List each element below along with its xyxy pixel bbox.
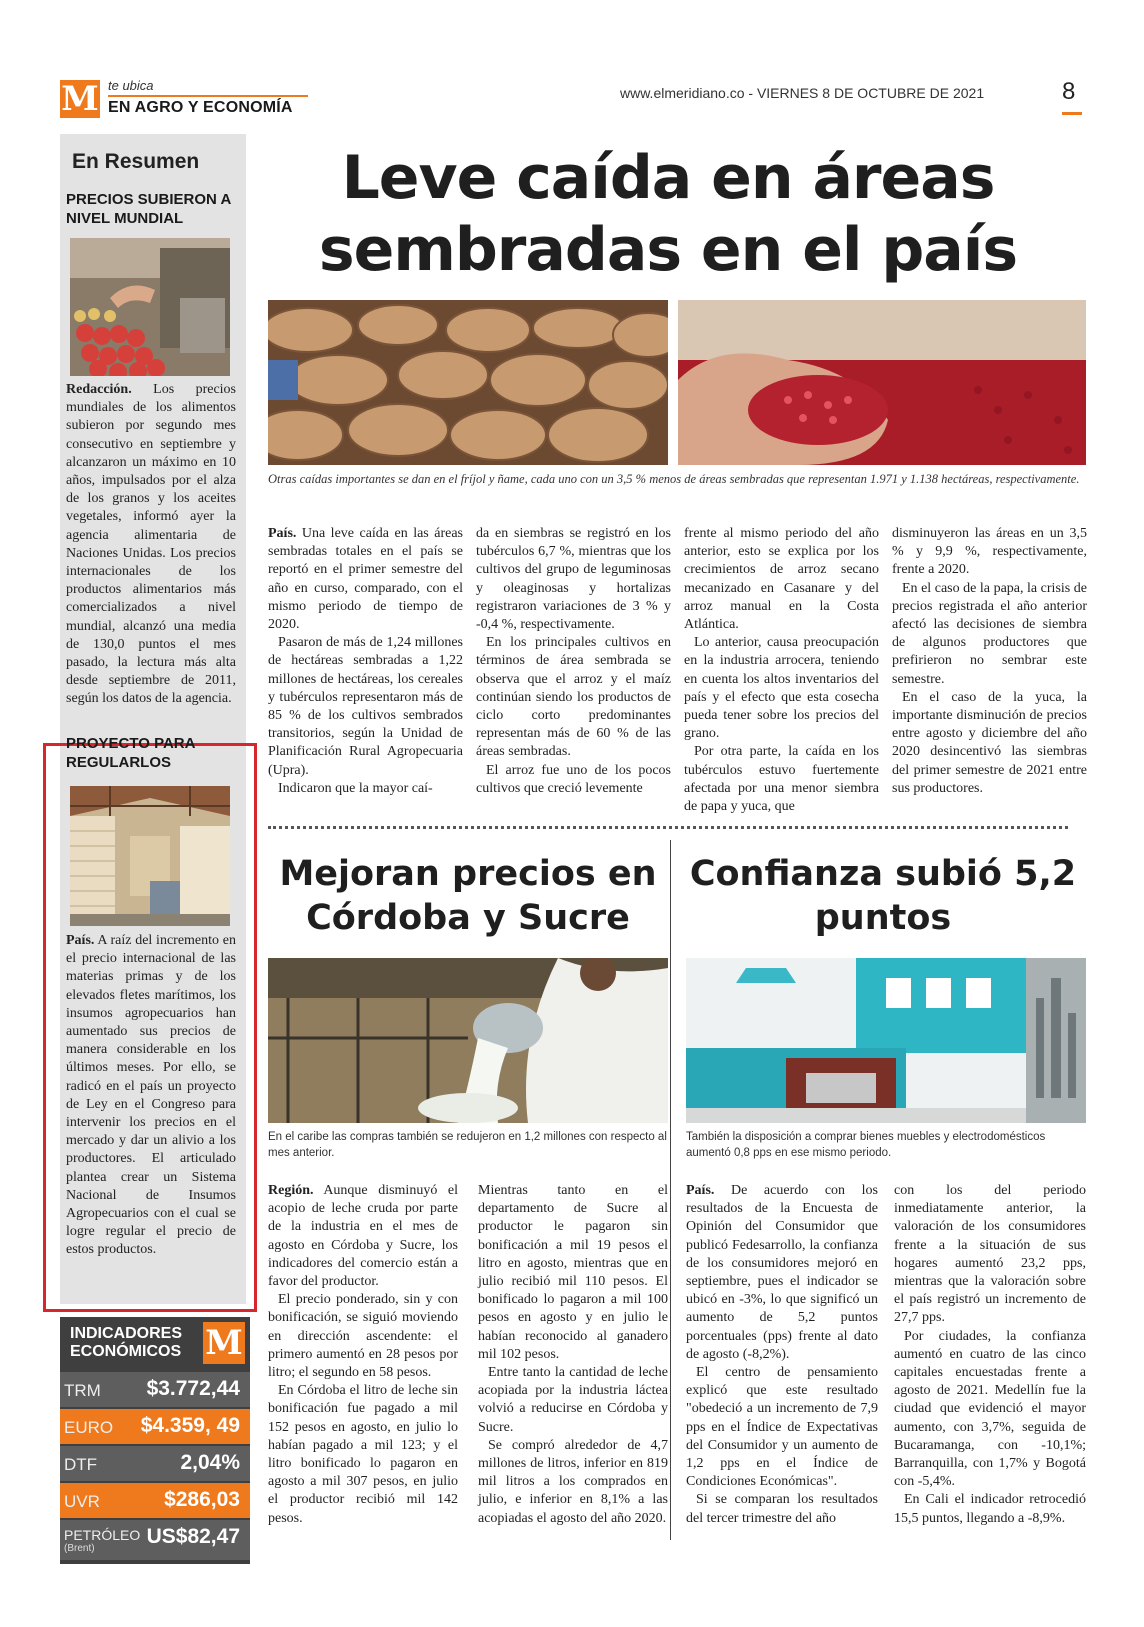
indicators-title-line2: ECONÓMICOS	[70, 1343, 182, 1360]
indicator-label: UVR	[64, 1492, 100, 1511]
a2-col1-p0-text: Aunque disminuyó el acopio de leche cruda por parte de la industria en el mes de agosto en Córdoba y Sucre, los indicadores del comercio están a favor del productor.	[268, 1183, 459, 1290]
indicator-value: 2,04%	[180, 1451, 240, 1474]
main-headline: Leve caída en áreas sembradas en el país	[318, 143, 1018, 285]
warehouse-photo	[70, 786, 230, 926]
a2-col2-p2: Se compró alrededor de 4,7 millones de litros, inferior en 819 mil litros a los comprados en julio, e inferior en 8,1% a las acopiadas el agosto del año 2020.	[478, 1437, 668, 1526]
summary-item1-headline: PRECIOS SUBIERON A NIVEL MUNDIAL	[66, 191, 231, 227]
main-article-col4	[892, 525, 1087, 798]
a2-col1-p1: El precio ponderado, sin y con bonificación, se siguió moviendo en dirección ascendente: el primero aumentó en 28 pesos por litro; el segundo en 58 pesos.	[268, 1292, 458, 1381]
indicator-label: PETRÓLEO	[64, 1527, 141, 1543]
market-produce-photo	[70, 238, 230, 376]
article3-lead: País.	[686, 1183, 715, 1198]
main-article-lead: País.	[268, 526, 297, 541]
indicators-logo: M	[203, 1322, 245, 1364]
a2-col2-p0: Mientras tanto en el departamento de Sucre al productor le pagaron sin bonificación a mil 19 pesos el litro en agosto, mientras que en julio recibió mil 110 pesos. El bonificado lo pagaron a mil 100 pesos en agosto y en julio le habían reconocido al ganadero mil 102 pesos.	[478, 1183, 668, 1362]
milk-photo	[268, 958, 668, 1123]
summary-item1-text	[66, 381, 236, 709]
page-number-underline	[1062, 112, 1082, 115]
a3-col1-p0	[686, 1182, 878, 1364]
main-col1-p2: Indicaron que la mayor caí-	[278, 780, 433, 796]
main-col1-p0	[268, 525, 463, 634]
red-beans-photo	[678, 300, 1086, 465]
a3-col1-p2: Si se comparan los resultados del tercer trimestre del año	[686, 1492, 878, 1526]
main-col3-p0: frente al mismo periodo del año anterior, esto se explica por los crecimientos de arroz secano mecanizado en Casanare y del arroz manual en la Costa Atlántica.	[684, 526, 879, 633]
article2-col1	[268, 1182, 458, 1528]
column-divider	[670, 840, 671, 1540]
summary-item2-lead: País.	[66, 933, 95, 948]
section-divider	[268, 826, 1068, 829]
indicator-label: EURO	[64, 1418, 114, 1437]
summary-item1-body: Los precios mundiales de los alimentos subieron por segundo mes consecutivo en septiembre y alcanzaron un máximo en 10 años, impulsados por el alza de los granos y los aceites vegetales, informó ayer la agencia alimentaria de Naciones Unidas. Los precios internacionales de los productos alimentarios más comercializados a nivel mundial, alcanzó una media de 130,0 puntos el mes pasado, la lectura más alta desde septiembre de 2011, según los datos de la agencia.	[66, 382, 236, 707]
header-rule	[108, 95, 308, 97]
section-title: EN AGRO Y ECONOMÍA	[108, 99, 293, 116]
summary-title: En Resumen	[72, 150, 200, 173]
a2-col1-p2: En Córdoba el litro de leche sin bonificación fue pagado a mil 152 pesos en agosto, en julio lo habían pagado a mil 123; y el litro bonificado lo pagaron en agosto a mil 307 pesos, en julio el productor recibió mil 142 pesos.	[268, 1383, 458, 1526]
main-col4-p1: En el caso de la papa, la crisis de precios registrada el año anterior afectó las decisiones de siembra de algunos productores que prefirieron no sembrar este semestre.	[892, 580, 1087, 687]
a3-col1-p1: El centro de pensamiento explicó que este resultado "obedeció a un incremento de 7,9 pps en el Índice de Expectativas del Consumidor y un aumento de 1,2 pps en el Índice de Condiciones Económicas".	[686, 1365, 878, 1490]
a3-col1-p0-text: De acuerdo con los resultados de la Encuesta de Opinión del Consumidor que publicó Fedesarrollo, la confianza de los consumidores mejoró en septiembre, pues el indicador se ubicó en -3%, lo que significó un aumento de 5,2 puntos porcentuales (pps) frente al dato de agosto (-8,2%).	[686, 1183, 878, 1362]
article3-headline: Confianza subió 5,2 puntos	[689, 854, 1077, 938]
indicator-row-trm	[60, 1372, 250, 1407]
dateline: www.elmeridiano.co - VIERNES 8 DE OCTUBRE DE 2021	[620, 85, 985, 101]
indicator-value: $3.772,44	[146, 1377, 240, 1400]
a3-col2-p0: con los del periodo inmediatamente anterior, la valoración de los consumidores frente a la situación de sus hogares aumentó 23,2 pps, mientras que la valoración sobre el país registró un incremento de 27,7 pps.	[894, 1183, 1086, 1326]
main-col2-p2: El arroz fue uno de los pocos cultivos que creció levemente	[476, 762, 671, 796]
indicator-row-euro	[60, 1409, 250, 1444]
article2-lead: Región.	[268, 1183, 314, 1198]
indicator-row-petroleo	[60, 1520, 250, 1560]
tagline: te ubica	[108, 78, 154, 93]
article3-col2	[894, 1182, 1086, 1528]
indicator-value: $4.359, 49	[140, 1414, 240, 1437]
summary-item1-lead: Redacción.	[66, 382, 132, 397]
page-number: 8	[1062, 78, 1076, 105]
indicator-row-uvr	[60, 1483, 250, 1518]
main-col2-p1: En los principales cultivos en términos de área sembrada se observa que el arroz y el maíz continúan siendo los productos de ciclo corto predominantes representan más de 60 % de las áreas sembradas.	[476, 635, 671, 760]
yams-photo	[268, 300, 668, 465]
indicators-title	[70, 1325, 182, 1361]
summary-item2-body: A raíz del incremento en el precio internacional de las materias primas y de los elevados fletes marítimos, los insumos agropecuarios han aumentado sus precios de manera considerable en los últimos meses. Por ello, se radicó en el país un proyecto de Ley en el Congreso para intervenir los precios en el mercado y dar un alivio a los productores. El articulado plantea crear un Sistema Nacional de Insumos Agropecuarios con el cual se logre regular el precio de estos productos.	[66, 933, 236, 1258]
main-col4-p2: En el caso de la yuca, la importante disminución de precios entre agosto y diciembre del año 2020 desincentivó las siembras del primer semestre de 2021 entre sus productores.	[892, 689, 1087, 796]
indicator-label: TRM	[64, 1381, 101, 1400]
kitchen-photo	[686, 958, 1086, 1123]
main-col3-p2: Por otra parte, la caída en los tubérculos estuvo fuertemente afectada por una menor siembra de papa y yuca, que	[684, 744, 879, 815]
main-col1-p1: Pasaron de más de 1,24 millones de hectáreas sembradas a 1,22 millones de hectáreas, los cereales y tubérculos representaron más de 85 % de los cultivos sembrados transitorios, según la Unidad de Planificación Rural Agropecuaria (Upra).	[268, 635, 463, 778]
article3-caption: También la disposición a comprar bienes muebles y electrodomésticos aumentó 0,8 pps en ese mismo periodo.	[686, 1131, 1046, 1159]
article3-col1	[686, 1182, 878, 1528]
article2-col2	[478, 1182, 668, 1528]
indicator-label: DTF	[64, 1455, 98, 1474]
main-col3-p1: Lo anterior, causa preocupación en la industria arrocera, teniendo en cuenta los altos inventarios del país y el efecto que esta cosecha pueda tener sobre los precios del grano.	[684, 635, 879, 742]
summary-item2-text	[66, 932, 236, 1260]
indicator-sublabel: (Brent)	[64, 1543, 95, 1554]
indicator-value: $286,03	[164, 1488, 240, 1511]
summary-item2-headline: PROYECTO PARA REGULARLOS	[66, 735, 195, 771]
main-article-col2	[476, 525, 671, 798]
main-col4-p0: disminuyeron las áreas en un 3,5 % y 9,9 %, respectivamente, frente a 2020.	[892, 526, 1087, 578]
main-article-col3	[684, 525, 879, 816]
indicator-row-dtf	[60, 1446, 250, 1481]
article2-headline: Mejoran precios en Córdoba y Sucre	[279, 854, 657, 938]
a3-col2-p1: Por ciudades, la confianza aumentó en cuatro de las cinco capitales encuestadas frente a agosto de 2021. Medellín fue la ciudad que evidenció el mayor aumento, con 3,7%, seguida de Bucaramanga, con -10,1%; Barranquilla, con 1,7% y Bogotá con -5,4%.	[894, 1328, 1086, 1490]
main-col1-p0-text: Una leve caída en las áreas sembradas totales en el país se reportó en el primer semestre del año en curso, comparado, con el mismo periodo de tiempo de 2020.	[268, 526, 463, 633]
a3-col2-p2: En Cali el indicador retrocedió 15,5 puntos, llegando a -8,9%.	[894, 1492, 1086, 1526]
a2-col1-p0	[268, 1182, 458, 1291]
indicators-title-line1: INDICADORES	[70, 1325, 183, 1342]
article2-caption: En el caribe las compras también se redujeron en 1,2 millones con respecto al mes anterior.	[268, 1131, 667, 1159]
a2-col2-p1: Entre tanto la cantidad de leche acopiada por la industria láctea volvió a reducirse en Córdoba y Sucre.	[478, 1365, 668, 1435]
main-col2-p0: da en siembras se registró en los tubérculos 6,7 %, mientras que los cultivos del grupo de leguminosas y oleaginosas y hortalizas registraron variaciones de 3 % y -0,4 %, respectivamente.	[476, 526, 671, 633]
masthead-logo[interactable]: M	[61, 79, 99, 119]
main-article-col1	[268, 525, 463, 798]
indicator-value: US$82,47	[146, 1525, 240, 1548]
main-photo-caption: Otras caídas importantes se dan en el fríjol y ñame, cada uno con un 3,5 % menos de áreas sembradas que representan 1.971 y 1.138 hectáreas, respectivamente.	[268, 472, 1080, 486]
